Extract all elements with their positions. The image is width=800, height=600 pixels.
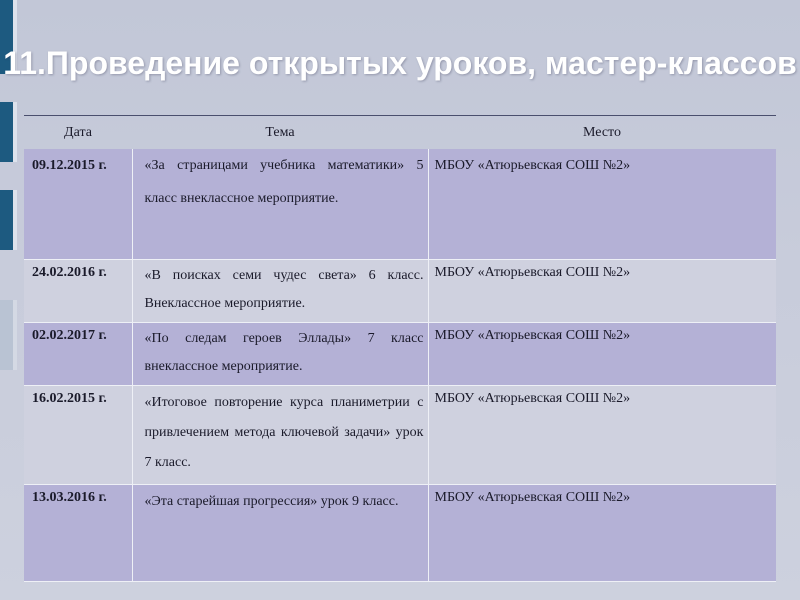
accent-bar bbox=[0, 300, 17, 370]
row-topic: «Эта старейшая прогрессия» урок 9 класс. bbox=[132, 485, 428, 582]
table-row bbox=[24, 260, 776, 323]
row-date: 13.03.2016 г. bbox=[24, 485, 132, 582]
table-header-row bbox=[24, 116, 776, 149]
row-place: МБОУ «Атюрьевская СОШ №2» bbox=[428, 149, 776, 260]
slide-title: 11.Проведение открытых уроков, мастер-классов bbox=[3, 45, 797, 81]
row-topic: «Итоговое повторение курса планиметрии с привлечением метода ключевой задачи» урок 7 класс. bbox=[132, 386, 428, 485]
header-date: Дата bbox=[64, 124, 92, 140]
row-date: 02.02.2017 г. bbox=[24, 323, 132, 386]
table-row bbox=[24, 485, 776, 582]
table-row bbox=[24, 386, 776, 485]
accent-bar bbox=[0, 190, 17, 250]
lessons-table bbox=[24, 116, 776, 582]
accent-bar bbox=[0, 102, 17, 162]
row-topic: «В поисках семи чудес света» 6 класс. Внеклассное мероприятие. bbox=[132, 260, 428, 323]
row-place: МБОУ «Атюрьевская СОШ №2» bbox=[428, 260, 776, 323]
row-topic: «По следам героев Эллады» 7 класс внеклассное мероприятие. bbox=[132, 323, 428, 386]
table-row bbox=[24, 149, 776, 260]
header-place: Место bbox=[583, 124, 621, 140]
row-date: 09.12.2015 г. bbox=[24, 149, 132, 260]
row-date: 24.02.2016 г. bbox=[24, 260, 132, 323]
row-place: МБОУ «Атюрьевская СОШ №2» bbox=[428, 485, 776, 582]
header-topic: Тема bbox=[265, 124, 295, 140]
table-row bbox=[24, 323, 776, 386]
row-place: МБОУ «Атюрьевская СОШ №2» bbox=[428, 386, 776, 485]
row-place: МБОУ «Атюрьевская СОШ №2» bbox=[428, 323, 776, 386]
row-date: 16.02.2015 г. bbox=[24, 386, 132, 485]
row-topic: «За страницами учебника математики» 5 класс внеклассное мероприятие. bbox=[132, 149, 428, 260]
left-decoration bbox=[0, 0, 24, 600]
